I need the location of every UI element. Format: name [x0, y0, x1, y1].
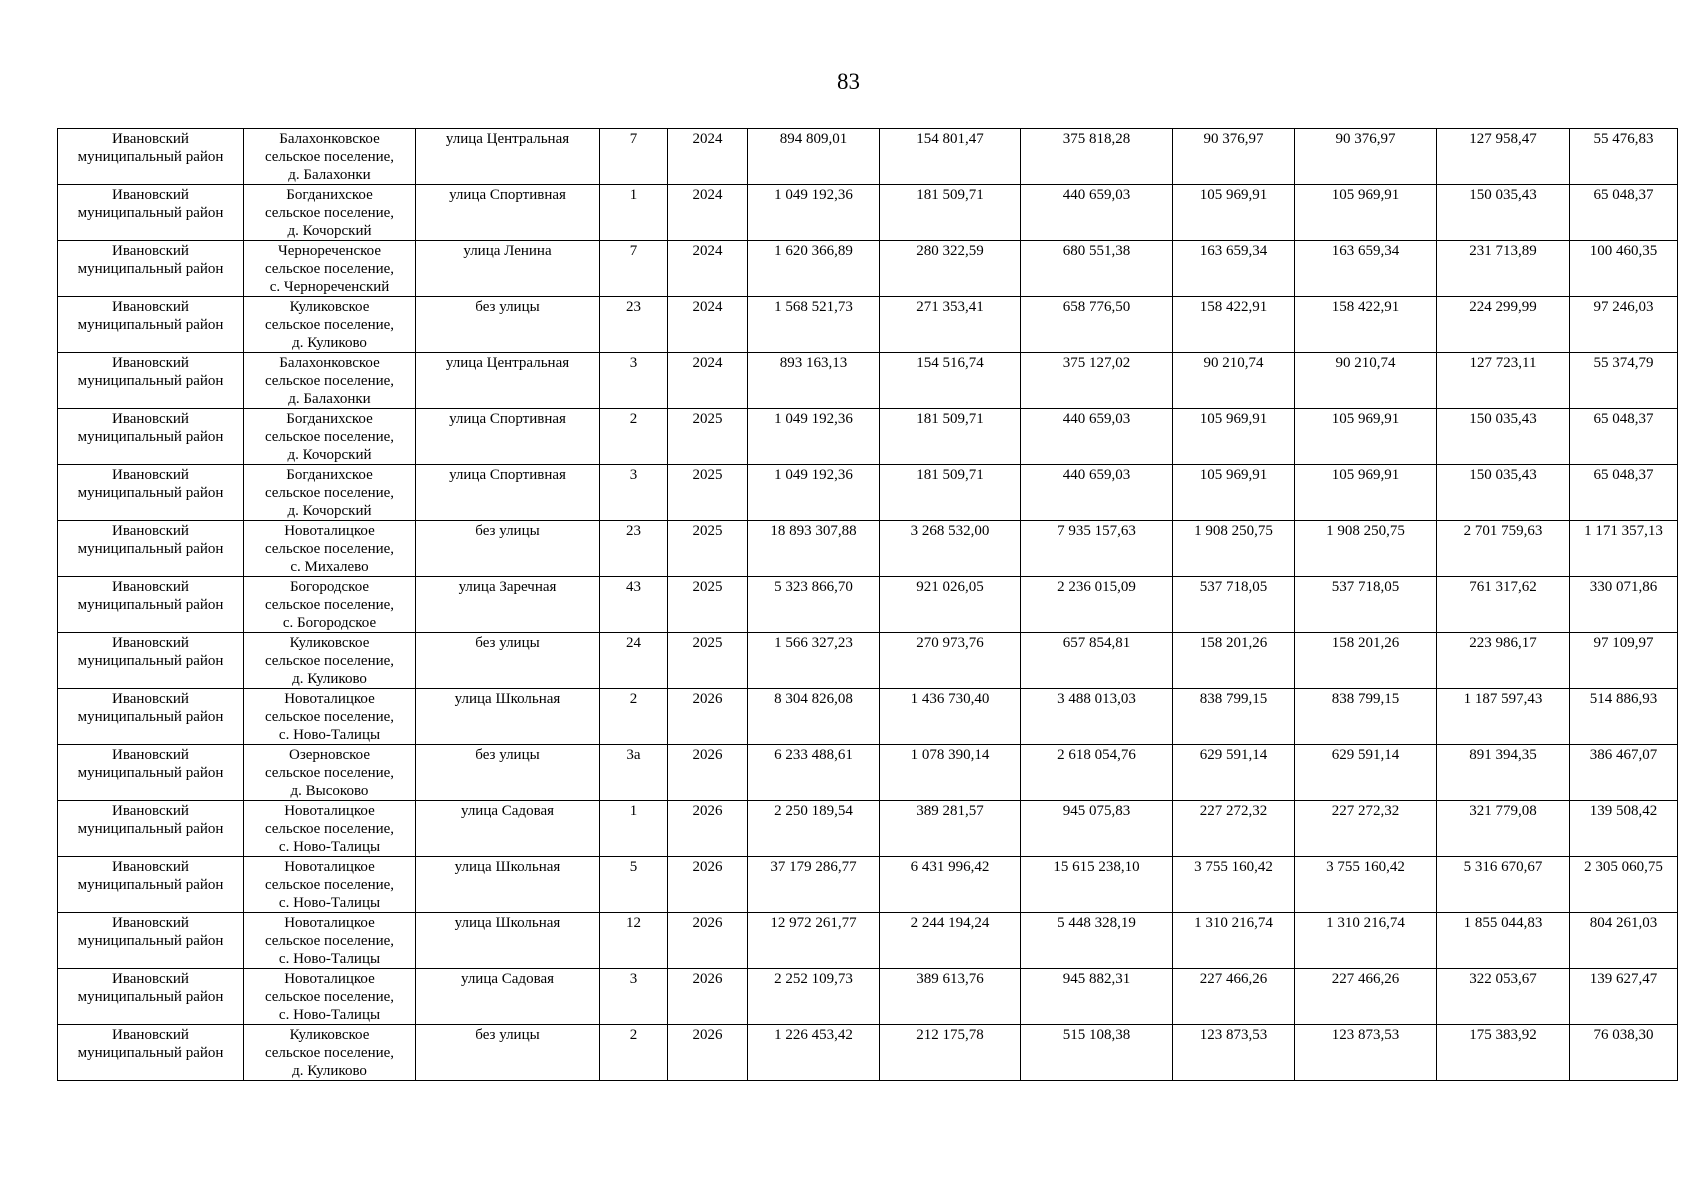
amount-cell: 322 053,67 [1437, 969, 1570, 1025]
amount-cell: 90 376,97 [1295, 129, 1437, 185]
district-cell: Ивановский муниципальный район [58, 241, 244, 297]
house-number-cell: 3 [600, 465, 668, 521]
amount-cell: 181 509,71 [880, 465, 1021, 521]
settlement-cell: Балахонковское сельское поселение, д. Балахонки [244, 129, 416, 185]
district-cell: Ивановский муниципальный район [58, 1025, 244, 1081]
amount-cell: 123 873,53 [1295, 1025, 1437, 1081]
house-number-cell: 5 [600, 857, 668, 913]
year-cell: 2026 [668, 1025, 748, 1081]
amount-cell: 891 394,35 [1437, 745, 1570, 801]
amount-cell: 389 281,57 [880, 801, 1021, 857]
amount-cell: 270 973,76 [880, 633, 1021, 689]
amount-cell: 629 591,14 [1295, 745, 1437, 801]
amount-cell: 150 035,43 [1437, 465, 1570, 521]
street-cell: улица Школьная [416, 913, 600, 969]
amount-cell: 105 969,91 [1295, 465, 1437, 521]
table-row [58, 353, 1678, 409]
amount-cell: 657 854,81 [1021, 633, 1173, 689]
amount-cell: 1 855 044,83 [1437, 913, 1570, 969]
amount-cell: 105 969,91 [1295, 185, 1437, 241]
year-cell: 2026 [668, 969, 748, 1025]
amount-cell: 127 958,47 [1437, 129, 1570, 185]
amount-cell: 1 310 216,74 [1173, 913, 1295, 969]
amount-cell: 175 383,92 [1437, 1025, 1570, 1081]
amount-total-cell: 2 252 109,73 [748, 969, 880, 1025]
amount-cell: 440 659,03 [1021, 185, 1173, 241]
house-number-cell: 24 [600, 633, 668, 689]
house-number-cell: 2 [600, 409, 668, 465]
house-number-cell: 7 [600, 241, 668, 297]
amount-cell: 330 071,86 [1570, 577, 1678, 633]
district-cell: Ивановский муниципальный район [58, 689, 244, 745]
table-row [58, 577, 1678, 633]
amount-cell: 3 488 013,03 [1021, 689, 1173, 745]
amount-cell: 90 210,74 [1173, 353, 1295, 409]
page-number: 83 [837, 69, 860, 94]
amount-cell: 945 882,31 [1021, 969, 1173, 1025]
amount-cell: 3 755 160,42 [1295, 857, 1437, 913]
amount-total-cell: 893 163,13 [748, 353, 880, 409]
amount-cell: 804 261,03 [1570, 913, 1678, 969]
year-cell: 2026 [668, 857, 748, 913]
settlement-cell: Богородское сельское поселение, с. Богородское [244, 577, 416, 633]
amount-cell: 389 613,76 [880, 969, 1021, 1025]
table-row [58, 465, 1678, 521]
amount-cell: 163 659,34 [1173, 241, 1295, 297]
year-cell: 2025 [668, 409, 748, 465]
house-number-cell: 2 [600, 689, 668, 745]
amount-cell: 838 799,15 [1173, 689, 1295, 745]
amount-cell: 1 171 357,13 [1570, 521, 1678, 577]
amount-cell: 227 466,26 [1173, 969, 1295, 1025]
settlement-cell: Куликовское сельское поселение, д. Куликово [244, 633, 416, 689]
settlement-cell: Новоталицкое сельское поселение, с. Ново-Талицы [244, 969, 416, 1025]
amount-total-cell: 1 566 327,23 [748, 633, 880, 689]
amount-total-cell: 1 620 366,89 [748, 241, 880, 297]
street-cell: улица Садовая [416, 969, 600, 1025]
table-row [58, 521, 1678, 577]
house-number-cell: 3а [600, 745, 668, 801]
amount-cell: 181 509,71 [880, 409, 1021, 465]
amount-cell: 271 353,41 [880, 297, 1021, 353]
year-cell: 2025 [668, 521, 748, 577]
amount-cell: 224 299,99 [1437, 297, 1570, 353]
amount-cell: 1 078 390,14 [880, 745, 1021, 801]
amount-cell: 55 374,79 [1570, 353, 1678, 409]
amount-cell: 158 201,26 [1295, 633, 1437, 689]
district-cell: Ивановский муниципальный район [58, 969, 244, 1025]
amount-cell: 105 969,91 [1173, 465, 1295, 521]
amount-cell: 2 305 060,75 [1570, 857, 1678, 913]
settlement-cell: Новоталицкое сельское поселение, с. Ново-Талицы [244, 801, 416, 857]
amount-cell: 90 210,74 [1295, 353, 1437, 409]
amount-total-cell: 1 049 192,36 [748, 409, 880, 465]
amount-total-cell: 18 893 307,88 [748, 521, 880, 577]
amount-cell: 3 755 160,42 [1173, 857, 1295, 913]
street-cell: улица Школьная [416, 689, 600, 745]
street-cell: улица Спортивная [416, 185, 600, 241]
house-number-cell: 23 [600, 521, 668, 577]
amount-total-cell: 1 049 192,36 [748, 185, 880, 241]
amount-cell: 515 108,38 [1021, 1025, 1173, 1081]
amount-cell: 55 476,83 [1570, 129, 1678, 185]
amount-cell: 537 718,05 [1295, 577, 1437, 633]
amount-cell: 440 659,03 [1021, 465, 1173, 521]
amount-cell: 97 109,97 [1570, 633, 1678, 689]
amount-cell: 154 516,74 [880, 353, 1021, 409]
street-cell: улица Центральная [416, 353, 600, 409]
settlement-cell: Балахонковское сельское поселение, д. Балахонки [244, 353, 416, 409]
amount-cell: 65 048,37 [1570, 185, 1678, 241]
settlement-cell: Чернореченское сельское поселение, с. Чернореченский [244, 241, 416, 297]
table-row [58, 745, 1678, 801]
year-cell: 2026 [668, 689, 748, 745]
amount-total-cell: 1 226 453,42 [748, 1025, 880, 1081]
amount-cell: 100 460,35 [1570, 241, 1678, 297]
house-number-cell: 3 [600, 969, 668, 1025]
street-cell: без улицы [416, 633, 600, 689]
amount-cell: 375 818,28 [1021, 129, 1173, 185]
table-row [58, 801, 1678, 857]
amount-cell: 1 908 250,75 [1173, 521, 1295, 577]
year-cell: 2025 [668, 577, 748, 633]
table-row [58, 185, 1678, 241]
settlement-cell: Новоталицкое сельское поселение, с. Ново-Талицы [244, 913, 416, 969]
street-cell: улица Заречная [416, 577, 600, 633]
settlement-cell: Богданихское сельское поселение, д. Кочорский [244, 465, 416, 521]
amount-cell: 386 467,07 [1570, 745, 1678, 801]
table-row [58, 689, 1678, 745]
table-row [58, 129, 1678, 185]
district-cell: Ивановский муниципальный район [58, 521, 244, 577]
amount-cell: 838 799,15 [1295, 689, 1437, 745]
district-cell: Ивановский муниципальный район [58, 409, 244, 465]
amount-cell: 163 659,34 [1295, 241, 1437, 297]
amount-cell: 227 272,32 [1295, 801, 1437, 857]
amount-total-cell: 37 179 286,77 [748, 857, 880, 913]
amount-total-cell: 894 809,01 [748, 129, 880, 185]
amount-cell: 1 187 597,43 [1437, 689, 1570, 745]
amount-total-cell: 5 323 866,70 [748, 577, 880, 633]
district-cell: Ивановский муниципальный район [58, 297, 244, 353]
amount-cell: 158 201,26 [1173, 633, 1295, 689]
year-cell: 2026 [668, 913, 748, 969]
amount-cell: 280 322,59 [880, 241, 1021, 297]
district-cell: Ивановский муниципальный район [58, 577, 244, 633]
table-row [58, 409, 1678, 465]
amount-cell: 15 615 238,10 [1021, 857, 1173, 913]
street-cell: улица Спортивная [416, 465, 600, 521]
amount-cell: 658 776,50 [1021, 297, 1173, 353]
table-row [58, 969, 1678, 1025]
table-row [58, 297, 1678, 353]
amount-cell: 761 317,62 [1437, 577, 1570, 633]
amount-cell: 537 718,05 [1173, 577, 1295, 633]
year-cell: 2024 [668, 129, 748, 185]
amount-cell: 150 035,43 [1437, 409, 1570, 465]
house-number-cell: 23 [600, 297, 668, 353]
street-cell: улица Центральная [416, 129, 600, 185]
street-cell: улица Школьная [416, 857, 600, 913]
amount-cell: 223 986,17 [1437, 633, 1570, 689]
street-cell: улица Спортивная [416, 409, 600, 465]
street-cell: улица Ленина [416, 241, 600, 297]
amount-cell: 212 175,78 [880, 1025, 1021, 1081]
year-cell: 2026 [668, 801, 748, 857]
amount-cell: 375 127,02 [1021, 353, 1173, 409]
district-cell: Ивановский муниципальный район [58, 129, 244, 185]
amount-cell: 150 035,43 [1437, 185, 1570, 241]
house-number-cell: 1 [600, 185, 668, 241]
district-cell: Ивановский муниципальный район [58, 857, 244, 913]
amount-cell: 105 969,91 [1173, 185, 1295, 241]
amount-cell: 1 436 730,40 [880, 689, 1021, 745]
district-cell: Ивановский муниципальный район [58, 801, 244, 857]
amount-cell: 6 431 996,42 [880, 857, 1021, 913]
year-cell: 2024 [668, 297, 748, 353]
amount-cell: 680 551,38 [1021, 241, 1173, 297]
amount-cell: 105 969,91 [1173, 409, 1295, 465]
table-row [58, 857, 1678, 913]
district-cell: Ивановский муниципальный район [58, 913, 244, 969]
amount-total-cell: 6 233 488,61 [748, 745, 880, 801]
amount-cell: 921 026,05 [880, 577, 1021, 633]
house-number-cell: 43 [600, 577, 668, 633]
amount-total-cell: 12 972 261,77 [748, 913, 880, 969]
amount-total-cell: 1 049 192,36 [748, 465, 880, 521]
district-cell: Ивановский муниципальный район [58, 633, 244, 689]
year-cell: 2024 [668, 241, 748, 297]
amount-cell: 5 316 670,67 [1437, 857, 1570, 913]
amount-cell: 90 376,97 [1173, 129, 1295, 185]
street-cell: без улицы [416, 521, 600, 577]
amount-total-cell: 8 304 826,08 [748, 689, 880, 745]
settlement-cell: Куликовское сельское поселение, д. Куликово [244, 297, 416, 353]
amount-cell: 76 038,30 [1570, 1025, 1678, 1081]
amount-cell: 227 272,32 [1173, 801, 1295, 857]
street-cell: без улицы [416, 745, 600, 801]
house-number-cell: 3 [600, 353, 668, 409]
settlement-cell: Богданихское сельское поселение, д. Кочорский [244, 409, 416, 465]
house-number-cell: 2 [600, 1025, 668, 1081]
settlement-cell: Озерновское сельское поселение, д. Высоково [244, 745, 416, 801]
amount-cell: 139 508,42 [1570, 801, 1678, 857]
district-cell: Ивановский муниципальный район [58, 353, 244, 409]
amount-cell: 2 244 194,24 [880, 913, 1021, 969]
amount-cell: 65 048,37 [1570, 465, 1678, 521]
amount-cell: 440 659,03 [1021, 409, 1173, 465]
street-cell: без улицы [416, 297, 600, 353]
table-body [58, 129, 1678, 1081]
amount-cell: 227 466,26 [1295, 969, 1437, 1025]
street-cell: улица Садовая [416, 801, 600, 857]
amount-cell: 181 509,71 [880, 185, 1021, 241]
amount-total-cell: 1 568 521,73 [748, 297, 880, 353]
amount-cell: 945 075,83 [1021, 801, 1173, 857]
amount-cell: 321 779,08 [1437, 801, 1570, 857]
street-cell: без улицы [416, 1025, 600, 1081]
house-number-cell: 7 [600, 129, 668, 185]
amount-cell: 97 246,03 [1570, 297, 1678, 353]
housing-table [57, 128, 1678, 1081]
year-cell: 2024 [668, 353, 748, 409]
settlement-cell: Новоталицкое сельское поселение, с. Ново-Талицы [244, 689, 416, 745]
table-row [58, 633, 1678, 689]
year-cell: 2025 [668, 633, 748, 689]
amount-cell: 158 422,91 [1173, 297, 1295, 353]
amount-cell: 139 627,47 [1570, 969, 1678, 1025]
house-number-cell: 12 [600, 913, 668, 969]
amount-cell: 2 236 015,09 [1021, 577, 1173, 633]
amount-cell: 1 310 216,74 [1295, 913, 1437, 969]
amount-cell: 231 713,89 [1437, 241, 1570, 297]
amount-cell: 2 618 054,76 [1021, 745, 1173, 801]
amount-cell: 3 268 532,00 [880, 521, 1021, 577]
table-row [58, 1025, 1678, 1081]
settlement-cell: Новоталицкое сельское поселение, с. Михалево [244, 521, 416, 577]
settlement-cell: Богданихское сельское поселение, д. Кочорский [244, 185, 416, 241]
amount-cell: 1 908 250,75 [1295, 521, 1437, 577]
amount-cell: 514 886,93 [1570, 689, 1678, 745]
amount-cell: 127 723,11 [1437, 353, 1570, 409]
amount-cell: 2 701 759,63 [1437, 521, 1570, 577]
year-cell: 2026 [668, 745, 748, 801]
amount-cell: 105 969,91 [1295, 409, 1437, 465]
amount-cell: 629 591,14 [1173, 745, 1295, 801]
district-cell: Ивановский муниципальный район [58, 745, 244, 801]
settlement-cell: Новоталицкое сельское поселение, с. Ново-Талицы [244, 857, 416, 913]
district-cell: Ивановский муниципальный район [58, 465, 244, 521]
table-row [58, 913, 1678, 969]
amount-cell: 5 448 328,19 [1021, 913, 1173, 969]
settlement-cell: Куликовское сельское поселение, д. Куликово [244, 1025, 416, 1081]
table-row [58, 241, 1678, 297]
amount-cell: 158 422,91 [1295, 297, 1437, 353]
amount-cell: 7 935 157,63 [1021, 521, 1173, 577]
year-cell: 2024 [668, 185, 748, 241]
year-cell: 2025 [668, 465, 748, 521]
amount-cell: 154 801,47 [880, 129, 1021, 185]
amount-cell: 65 048,37 [1570, 409, 1678, 465]
house-number-cell: 1 [600, 801, 668, 857]
district-cell: Ивановский муниципальный район [58, 185, 244, 241]
amount-cell: 123 873,53 [1173, 1025, 1295, 1081]
amount-total-cell: 2 250 189,54 [748, 801, 880, 857]
